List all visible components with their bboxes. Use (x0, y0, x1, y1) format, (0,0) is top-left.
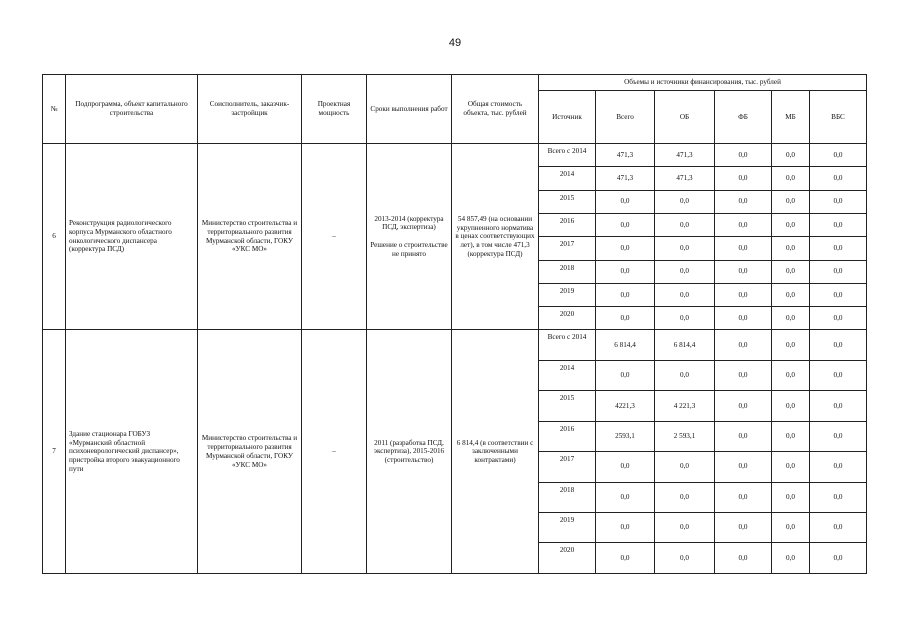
entries-body (43, 143, 867, 573)
entry-program: Реконструкция радиологического корпуса Мурманского областного онкологического диспансера (корректура ПСД) (66, 143, 198, 330)
cell-ob: 2 593,1 (655, 421, 715, 451)
col-header-num: № (43, 75, 66, 144)
cell-ob: 0,0 (655, 360, 715, 390)
col-header-mb: МБ (772, 91, 810, 144)
cell-total: 0,0 (596, 213, 655, 236)
cell-fb: 0,0 (715, 452, 772, 482)
col-header-program: Подпрограмма, объект капитального строительства (66, 75, 198, 144)
cell-ob: 471,3 (655, 143, 715, 166)
cell-vbs: 0,0 (810, 391, 867, 421)
col-header-total: Всего (596, 91, 655, 144)
cell-total: 6 814,4 (596, 330, 655, 360)
cell-total: 0,0 (596, 283, 655, 306)
cell-vbs: 0,0 (810, 283, 867, 306)
entry-number: 7 (43, 330, 66, 574)
cell-source: 2019 (539, 512, 596, 542)
cell-ob: 0,0 (655, 512, 715, 542)
col-header-fb: ФБ (715, 91, 772, 144)
cell-mb: 0,0 (772, 213, 810, 236)
cell-vbs: 0,0 (810, 167, 867, 190)
cell-source: 2019 (539, 283, 596, 306)
header-row-top (43, 75, 867, 91)
cell-vbs: 0,0 (810, 452, 867, 482)
cell-fb: 0,0 (715, 237, 772, 260)
entry-capacity: – (302, 330, 367, 574)
cell-mb: 0,0 (772, 283, 810, 306)
cell-total: 0,0 (596, 360, 655, 390)
cell-fb: 0,0 (715, 260, 772, 283)
cell-fb: 0,0 (715, 213, 772, 236)
cell-mb: 0,0 (772, 360, 810, 390)
cell-fb: 0,0 (715, 330, 772, 360)
cell-source: 2014 (539, 167, 596, 190)
cell-source: 2016 (539, 421, 596, 451)
cell-fb: 0,0 (715, 143, 772, 166)
entry-deadlines (367, 143, 452, 330)
deadline-note: Решение о строительстве не принято (370, 241, 448, 258)
cell-ob: 0,0 (655, 237, 715, 260)
cell-total: 0,0 (596, 452, 655, 482)
cell-fb: 0,0 (715, 421, 772, 451)
cell-ob: 4 221,3 (655, 391, 715, 421)
col-header-source: Источник (539, 91, 596, 144)
entry-deadlines (367, 330, 452, 574)
cell-source: 2020 (539, 307, 596, 330)
cell-source: Всего с 2014 (539, 330, 596, 360)
col-header-vbs: ВБС (810, 91, 867, 144)
cell-ob: 0,0 (655, 482, 715, 512)
cell-ob: 0,0 (655, 307, 715, 330)
cell-total: 0,0 (596, 237, 655, 260)
cell-vbs: 0,0 (810, 213, 867, 236)
cell-vbs: 0,0 (810, 260, 867, 283)
cell-vbs: 0,0 (810, 360, 867, 390)
col-header-deadlines: Сроки выполнения работ (367, 75, 452, 144)
cell-total: 471,3 (596, 143, 655, 166)
cell-ob: 0,0 (655, 283, 715, 306)
cell-ob: 0,0 (655, 260, 715, 283)
deadline-text: 2011 (разработка ПСД, экспертиза), 2015-2016 (строительство) (373, 438, 445, 465)
entry-total-cost: 54 857,49 (на основании укрупненного норматива в ценах соответствующих лет), в том числе 471,3 (корректура ПСД) (452, 143, 539, 330)
cell-vbs: 0,0 (810, 512, 867, 542)
cell-source: 2018 (539, 260, 596, 283)
cell-fb: 0,0 (715, 482, 772, 512)
cell-mb: 0,0 (772, 391, 810, 421)
cell-mb: 0,0 (772, 330, 810, 360)
cell-vbs: 0,0 (810, 190, 867, 213)
table-row (43, 330, 867, 360)
cell-mb: 0,0 (772, 143, 810, 166)
cell-vbs: 0,0 (810, 307, 867, 330)
cell-total: 0,0 (596, 482, 655, 512)
cell-total: 4221,3 (596, 391, 655, 421)
cell-ob: 6 814,4 (655, 330, 715, 360)
cell-fb: 0,0 (715, 512, 772, 542)
cell-mb: 0,0 (772, 512, 810, 542)
cell-vbs: 0,0 (810, 543, 867, 574)
entry-total-cost: 6 814,4 (в соответствии с заключенными контрактами) (452, 330, 539, 574)
entry-executor: Министерство строительства и территориального развития Мурманской области, ГОКУ «УКС МО» (198, 143, 302, 330)
cell-vbs: 0,0 (810, 143, 867, 166)
cell-ob: 0,0 (655, 452, 715, 482)
cell-source: 2017 (539, 237, 596, 260)
cell-vbs: 0,0 (810, 482, 867, 512)
entry-executor: Министерство строительства и территориального развития Мурманской области, ГОКУ «УКС МО» (198, 330, 302, 574)
cell-source: 2014 (539, 360, 596, 390)
cell-total: 0,0 (596, 543, 655, 574)
cell-fb: 0,0 (715, 391, 772, 421)
col-header-capacity: Проектная мощность (302, 75, 367, 144)
cell-total: 0,0 (596, 260, 655, 283)
cell-fb: 0,0 (715, 167, 772, 190)
cell-mb: 0,0 (772, 307, 810, 330)
cell-vbs: 0,0 (810, 237, 867, 260)
cell-mb: 0,0 (772, 482, 810, 512)
cell-source: 2018 (539, 482, 596, 512)
cell-total: 471,3 (596, 167, 655, 190)
cell-total: 0,0 (596, 190, 655, 213)
cell-source: 2015 (539, 391, 596, 421)
cell-source: 2020 (539, 543, 596, 574)
cell-source: 2015 (539, 190, 596, 213)
col-header-executor: Соисполнитель, заказчик-застройщик (198, 75, 302, 144)
entry-capacity: – (302, 143, 367, 330)
cell-ob: 0,0 (655, 543, 715, 574)
table-row (43, 143, 867, 166)
cell-fb: 0,0 (715, 307, 772, 330)
entry-number: 6 (43, 143, 66, 330)
cell-mb: 0,0 (772, 237, 810, 260)
cell-ob: 0,0 (655, 213, 715, 236)
cell-ob: 471,3 (655, 167, 715, 190)
cell-mb: 0,0 (772, 190, 810, 213)
cell-total: 0,0 (596, 512, 655, 542)
cell-mb: 0,0 (772, 167, 810, 190)
cell-source: 2017 (539, 452, 596, 482)
cell-source: 2016 (539, 213, 596, 236)
col-header-funding-group: Объемы и источники финансирования, тыс. рублей (539, 75, 867, 91)
deadline-text: 2013-2014 (корректура ПСД, экспертиза) (374, 214, 444, 232)
cell-ob: 0,0 (655, 190, 715, 213)
cell-mb: 0,0 (772, 452, 810, 482)
page-number: 49 (448, 37, 462, 49)
cell-source: Всего с 2014 (539, 143, 596, 166)
cell-fb: 0,0 (715, 283, 772, 306)
cell-mb: 0,0 (772, 260, 810, 283)
cell-total: 0,0 (596, 307, 655, 330)
cell-fb: 0,0 (715, 360, 772, 390)
cell-mb: 0,0 (772, 543, 810, 574)
cell-total: 2593,1 (596, 421, 655, 451)
cell-fb: 0,0 (715, 543, 772, 574)
cell-fb: 0,0 (715, 190, 772, 213)
entry-program: Здание стационара ГОБУЗ «Мурманский областной психоневрологический диспансер», пристройка второго эвакуационного пути (66, 330, 198, 574)
financing-table (42, 74, 867, 574)
col-header-ob: ОБ (655, 91, 715, 144)
cell-vbs: 0,0 (810, 330, 867, 360)
cell-mb: 0,0 (772, 421, 810, 451)
cell-vbs: 0,0 (810, 421, 867, 451)
col-header-total-cost: Общая стоимость объекта, тыс. рублей (452, 75, 539, 144)
